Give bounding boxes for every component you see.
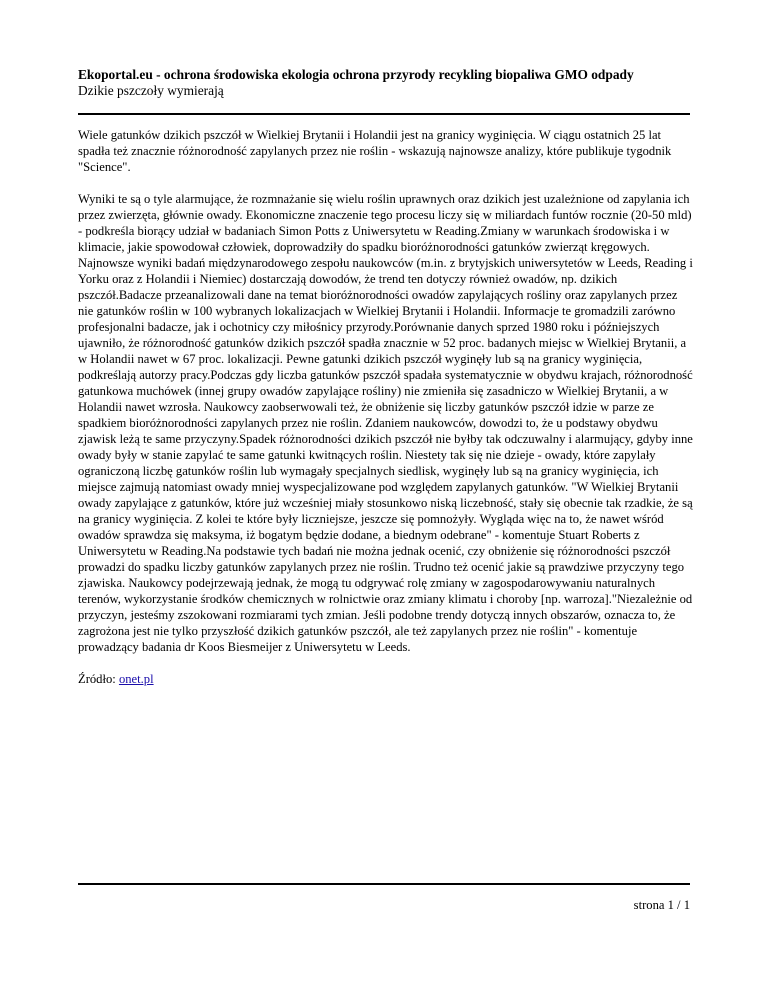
header-divider [78,113,690,115]
article-body [78,127,693,703]
document-page [78,0,693,994]
source-line [78,671,693,687]
source-link[interactable]: onet.pl [118,672,154,686]
footer-divider [78,883,690,885]
article-title: Dzikie pszczoły wymierają [78,83,224,98]
source-label: Źródło: [78,672,119,686]
site-title: Ekoportal.eu - ochrona środowiska ekologia ochrona przyrody recykling biopaliwa GMO odpady [78,67,634,82]
article-lead-paragraph: Wiele gatunków dzikich pszczół w Wielkiej Brytanii i Holandii jest na granicy wyginięcia. W ciągu ostatnich 25 lat spadła też znacznie różnorodność zapylanych przez nie roślin - wskazują najnowsze analizy, które publikuje tygodnik "Science". [78,128,672,174]
page-number: strona 1 / 1 [633,898,690,912]
article-main-paragraph: Wyniki te są o tyle alarmujące, że rozmnażanie się wielu roślin uprawnych oraz dzikich jest uzależnione od zapylania ich przez zwierzęta, głównie owady. Ekonomiczne znaczenie tego procesu liczy się w miliardach funtów rocznie (20-50 mld) - podkreśla biorący udział w badaniach Simon Potts z Uniwersytetu w Reading.Zmiany w warunkach środowiska i w klimacie, jakie spowodował człowiek, doprowadziły do spadku bioróżnorodności gatunków zwierząt kręgowych. Najnowsze wyniki badań międzynarodowego zespołu naukowców (m.in. z brytyjskich uniwersytetów w Leeds, Reading i Yorku oraz z Holandii i Niemiec) dostarczają dowodów, że trend ten dotyczy również owadów, np. dzikich pszczół.Badacze przeanalizowali dane na temat bioróżnorodności owadów zapylających rośliny oraz zapylanych przez nie gatunków roślin w 100 wybranych lokalizacjach w Wielkiej Brytanii i Holandii. Informacje te gromadzili zarówno profesjonalni badacze, jak i ochotnicy czy miłośnicy przyrody.Porównanie danych sprzed 1980 roku i późniejszych ujawniło, że różnorodność gatunków dzikich pszczół spadła znacznie w 52 proc. badanych miejsc w Wielkiej Brytanii, a w Holandii nawet w 67 proc. lokalizacji. Pewne gatunki dzikich pszczół wyginęły lub są na granicy wyginięcia, podkreślają autorzy pracy.Podczas gdy liczba gatunków pszczół spadała systematycznie w obydwu krajach, różnorodność gatunkowa muchówek (innej grupy owadów zapylające rośliny) nie zmieniła się zasadniczo w Wielkiej Brytanii, a w Holandii nawet wzrosła. Naukowcy zaobserwowali też, że obniżenie się liczby gatunków pszczół idzie w parze ze spadkiem bioróżnorodności zapylanych przez nie roślin. Zdaniem naukowców, dowodzi to, że u podstawy obydwu zjawisk leżą te same przyczyny.Spadek różnorodności dzikich pszczół nie byłby tak odczuwalny i alarmujący, gdyby inne owady były w stanie zapylać te same gatunki kwitnących roślin. Niestety tak się nie dzieje - owady, które zapylały ograniczoną liczbę gatunków roślin lub wymagały specjalnych siedlisk, wyginęły lub są na granicy wyginięcia, ich miejsce zajmują natomiast owady mniej wyspecjalizowane pod względem zapylanych gatunków. "W Wielkiej Brytanii owady zapylające z gatunków, które już wcześniej miały stosunkowo niską liczebność, stały się obecnie tak rzadkie, że są na granicy wyginięcia. Z kolei te które były liczniejsze, jeszcze się pomnożyły. Wygląda więc na to, że nawet wśród owadów sprawdza się maksyma, iż bogatym będzie dodane, a biednym odebrane" - komentuje Stuart Roberts z Uniwersytetu w Reading.Na podstawie tych badań nie można jednak ocenić, czy obniżenie się różnorodności pszczół prowadzi do spadku liczby gatunków zapylanych przez nie roślin. Trudno też ocenić jakie są prawdziwe przyczyny tego zjawiska. Naukowcy podejrzewają jednak, że mogą tu odgrywać rolę zmiany w zagospodarowywaniu naturalnych terenów, wykorzystanie środków chemicznych w rolnictwie oraz zmiany klimatu i choroby [np. warroza]."Niezależnie od przyczyn, jesteśmy zszokowani rozmiarami tych zmian. Jeśli podobne trendy dotyczą innych obszarów, oznacza to, że zagrożona jest nie tylko przyszłość dzikich gatunków pszczół, ale też zapylanych przez nie roślin" - komentuje prowadzący badania dr Koos Biesmeijer z Uniwersytetu w Leeds. [78,192,693,654]
